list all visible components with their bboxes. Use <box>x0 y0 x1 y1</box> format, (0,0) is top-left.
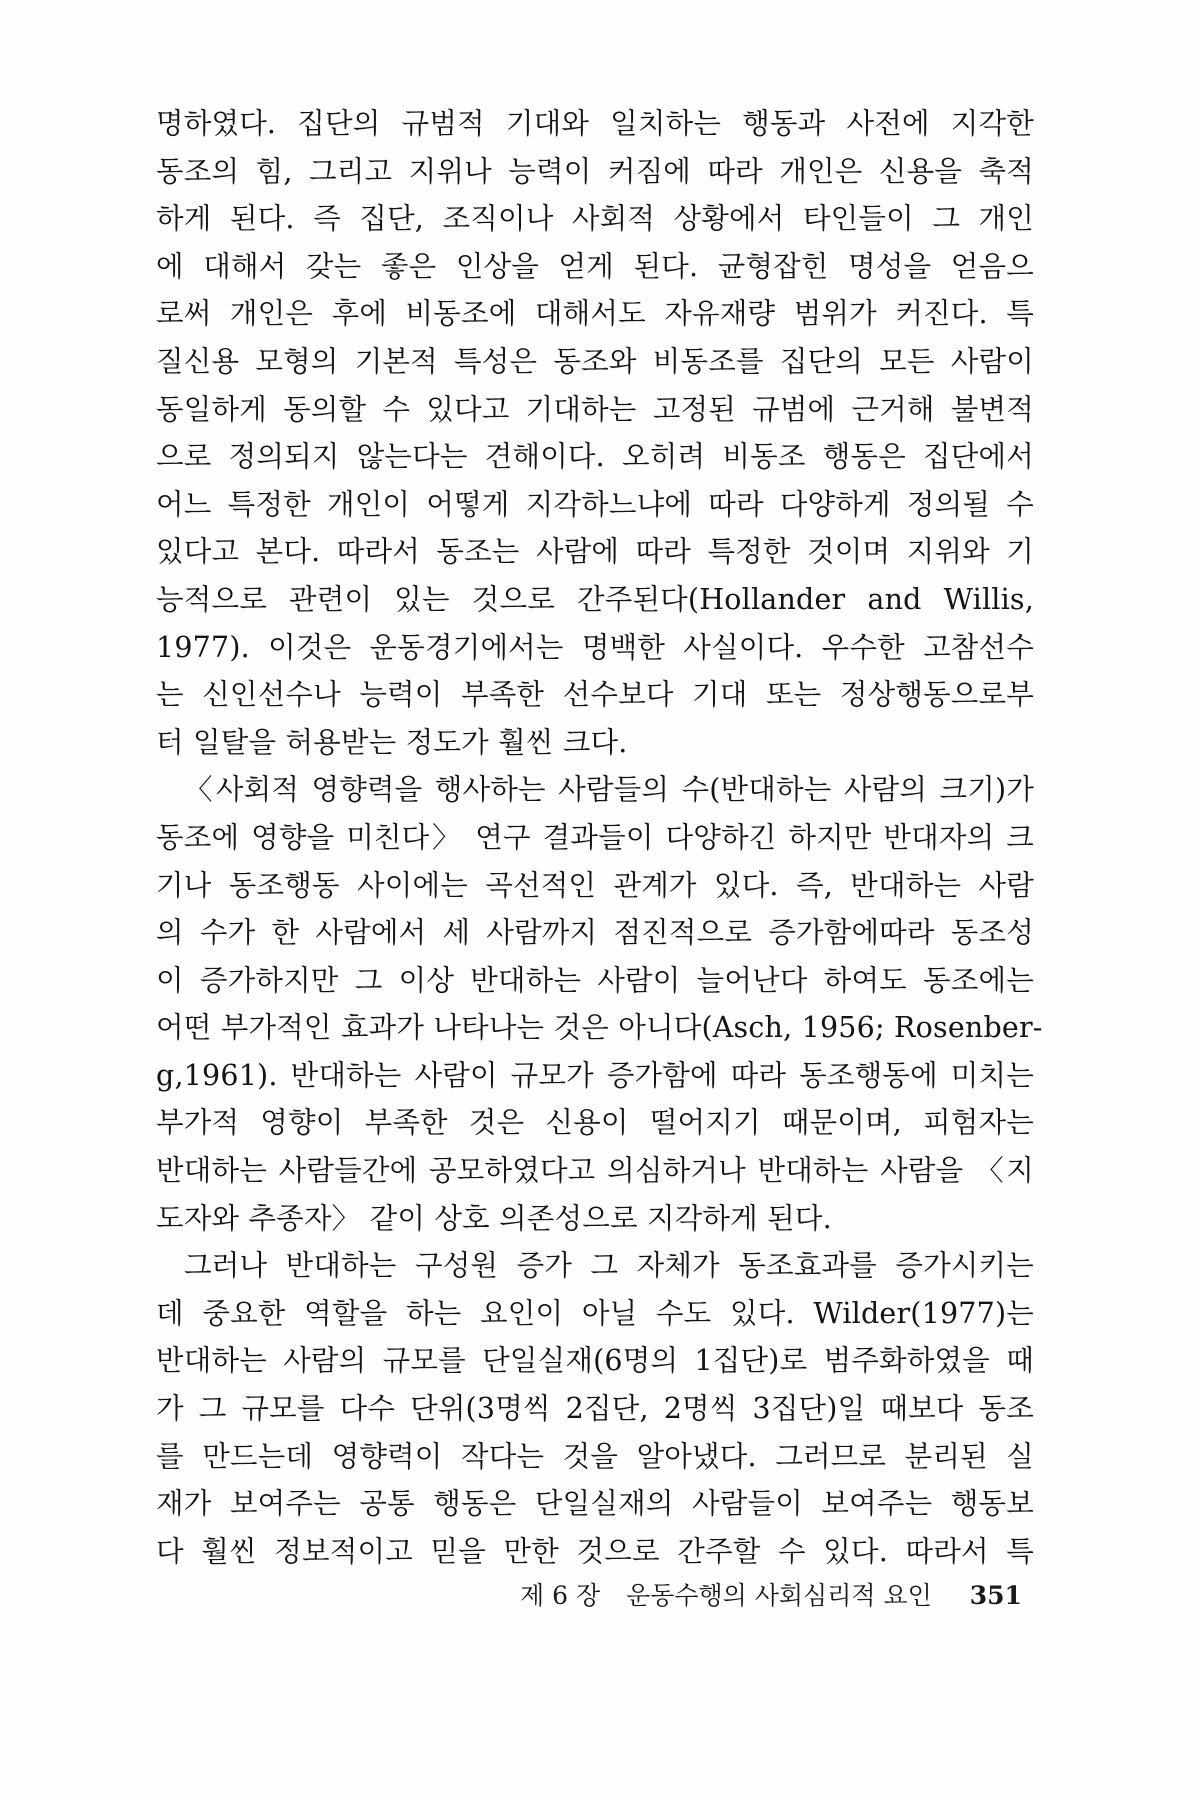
text-line: 부가적 영향이 부족한 것은 신용이 떨어지기 때문이며, 피험자는 <box>156 1106 1034 1140</box>
text-line: 하게 된다. 즉 집단, 조직이나 사회적 상황에서 타인들이 그 개인 <box>156 202 1034 236</box>
text-line: 에 대해서 갖는 좋은 인상을 얻게 된다. 균형잡힌 명성을 얻음으 <box>156 249 1034 283</box>
text-line: 그러나 반대하는 구성원 증가 그 자체가 동조효과를 증가시키는 <box>184 1249 1034 1283</box>
text-line: 〈사회적 영향력을 행사하는 사람들의 수(반대하는 사람의 크기)가 <box>184 773 1034 807</box>
text-line: 명하였다. 집단의 규범적 기대와 일치하는 행동과 사전에 지각한 <box>156 107 1034 140</box>
body-text <box>156 100 1043 1575</box>
chapter-label: 제 6 장 <box>520 1581 601 1610</box>
text-line: 기나 동조행동 사이에는 곡선적인 관계가 있다. 즉, 반대하는 사람 <box>156 868 1034 902</box>
text-line: 도자와 추종자〉 같이 상호 의존성으로 지각하게 된다. <box>156 1201 832 1235</box>
text-line: 질신용 모형의 기본적 특성은 동조와 비동조를 집단의 모든 사람이 <box>156 344 1034 378</box>
text-line: 의 수가 한 사람에서 세 사람까지 점진적으로 증가함에따라 동조성 <box>156 916 1034 950</box>
text-line: 동조에 영향을 미친다〉 연구 결과들이 다양하긴 하지만 반대자의 크 <box>156 820 1034 854</box>
text-line: 이 증가하지만 그 이상 반대하는 사람이 늘어난다 하여도 동조에는 <box>156 963 1034 997</box>
paragraph-2 <box>156 766 1043 1242</box>
text-line: 다 훨씬 정보적이고 믿을 만한 것으로 간주할 수 있다. 따라서 특 <box>156 1534 1034 1568</box>
text-line: 1977). 이것은 운동경기에서는 명백한 사실이다. 우수한 고참선수 <box>156 630 1034 664</box>
page-footer <box>520 1576 1040 1612</box>
text-line: 어떤 부가적인 효과가 나타나는 것은 아니다(Asch, 1956; Rosenber- <box>156 1011 1043 1045</box>
text-line: 로써 개인은 후에 비동조에 대해서도 자유재량 범위가 커진다. 특 <box>156 297 1034 331</box>
text-line: 동일하게 동의할 수 있다고 기대하는 고정된 규범에 근거해 불변적 <box>156 392 1034 426</box>
text-line: 가 그 규모를 다수 단위(3명씩 2집단, 2명씩 3집단)일 때보다 동조 <box>156 1392 1034 1426</box>
text-line: 는 신인선수나 능력이 부족한 선수보다 기대 또는 정상행동으로부 <box>156 678 1034 712</box>
text-line: 반대하는 사람의 규모를 단일실재(6명의 1집단)로 범주화하였을 때 <box>156 1344 1034 1378</box>
text-line: 어느 특정한 개인이 어떻게 지각하느냐에 따라 다양하게 정의될 수 <box>156 487 1034 521</box>
text-line: 으로 정의되지 않는다는 견해이다. 오히려 비동조 행동은 집단에서 <box>156 440 1034 474</box>
text-line: 터 일탈을 허용받는 정도가 훨씬 크다. <box>156 725 628 759</box>
page-number: 351 <box>969 1581 1022 1610</box>
text-line: 재가 보여주는 공통 행동은 단일실재의 사람들이 보여주는 행동보 <box>156 1487 1034 1521</box>
text-line: 반대하는 사람들간에 공모하였다고 의심하거나 반대하는 사람을 〈지 <box>156 1154 1034 1188</box>
text-line: g,1961). 반대하는 사람이 규모가 증가함에 따라 동조행동에 미치는 <box>156 1058 1034 1092</box>
paragraph-3 <box>156 1242 1034 1575</box>
chapter-title: 운동수행의 사회심리적 요인 <box>626 1581 932 1610</box>
text-line: 있다고 본다. 따라서 동조는 사람에 따라 특정한 것이며 지위와 기 <box>156 535 1034 569</box>
text-line: 데 중요한 역할을 하는 요인이 아닐 수도 있다. Wilder(1977)는 <box>156 1296 1034 1330</box>
text-line: 동조의 힘, 그리고 지위나 능력이 커짐에 따라 개인은 신용을 축적 <box>156 154 1034 188</box>
paragraph-1 <box>156 100 1034 766</box>
text-line: 를 만드는데 영향력이 작다는 것을 알아냈다. 그러므로 분리된 실 <box>156 1439 1034 1473</box>
text-line: 능적으로 관련이 있는 것으로 간주된다(Hollander and Willis, <box>156 582 1034 616</box>
